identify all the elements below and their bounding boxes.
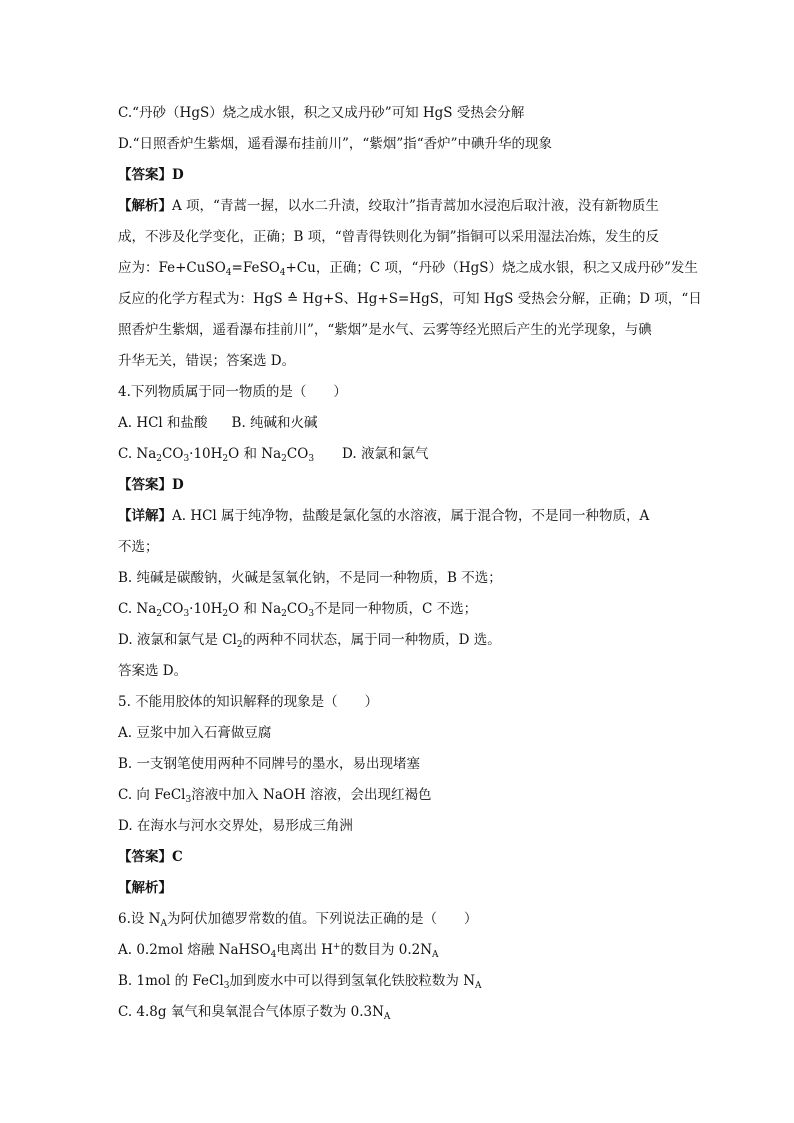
q3-answer bbox=[118, 166, 678, 184]
subscript: 4 bbox=[270, 950, 277, 960]
subscript: 2 bbox=[236, 640, 243, 650]
q3-analysis-text-5: 照香炉生紫烟，遥看瀑布挂前川”，“紫烟”是水气、云雾等经光照后产生的光学现象，与碘 bbox=[118, 322, 652, 338]
formula-part: CO bbox=[162, 601, 184, 617]
q4-option-b: B. 纯碱和火碱 bbox=[231, 415, 318, 431]
q4-detail-text-1: A. HCl 属于纯净物，盐酸是氯化氢的水溶液，属于混合物，不是同一种物质，A bbox=[172, 508, 650, 524]
q5-option-d-text: D. 在海水与河水交界处，易形成三角洲 bbox=[118, 818, 353, 834]
subscript: 3 bbox=[183, 609, 190, 619]
q3-analysis-text-3c: +Cu，正确；C 项，“丹砂（HgS）烧之成水银，积之又成丹砂”发生 bbox=[285, 260, 698, 276]
subscript: A bbox=[475, 981, 482, 991]
q6-stem-text-b: 为阿伏加德罗常数的值。下列说法正确的是（ ） bbox=[166, 911, 478, 927]
formula-part: ·10H bbox=[189, 446, 223, 462]
q3-analysis-text-1: A 项，“青蒿一握，以水二升渍，绞取汁”指青蒿加水浸泡后取汁液，没有新物质生 bbox=[172, 198, 659, 214]
q5-option-b-text: B. 一支钢笔使用两种不同牌号的墨水，易出现堵塞 bbox=[118, 756, 421, 772]
q5-stem-text: 5. 不能用胶体的知识解释的现象是（ ） bbox=[118, 694, 379, 710]
q6-stem-text-a: 6.设 N bbox=[118, 911, 161, 927]
formula-part: O 和 Na bbox=[228, 601, 282, 617]
q6-option-c bbox=[118, 1003, 678, 1021]
formula-part: C. Na bbox=[118, 446, 157, 462]
q5-option-c-text-a: C. 向 FeCl bbox=[118, 787, 186, 803]
q3-analysis-text-2: 成，不涉及化学变化，正确；B 项，“曾青得铁则化为铜”指铜可以采用湿法冶炼，发生的反 bbox=[118, 229, 660, 245]
q4-detail-text-5a: D. 液氯和氯气是 Cl bbox=[118, 632, 237, 648]
q4-answer-text: 【答案】D bbox=[118, 477, 184, 493]
q5-analysis-label: 【解析】 bbox=[118, 880, 172, 896]
q3-analysis-line-1 bbox=[118, 197, 678, 215]
q4-option-c bbox=[118, 446, 314, 462]
q4-detail-line-4 bbox=[118, 600, 678, 618]
subscript: 3 bbox=[183, 454, 190, 464]
q6-option-a-text-a: A. 0.2mol 熔融 NaHSO bbox=[118, 942, 271, 958]
formula-part: ·10H bbox=[189, 601, 223, 617]
q3-analysis-line-2 bbox=[118, 228, 678, 246]
q6-option-a-text-c: 的数目为 0.2N bbox=[340, 942, 433, 958]
subscript: 4 bbox=[279, 268, 286, 278]
subscript: 2 bbox=[281, 609, 287, 619]
q5-option-a-text: A. 豆浆中加入石膏做豆腐 bbox=[118, 725, 272, 741]
q4-option-d: D. 液氯和氯气 bbox=[342, 446, 429, 462]
q5-option-d bbox=[118, 817, 678, 835]
q4-answer bbox=[118, 476, 678, 494]
q3-analysis-label: 【解析】 bbox=[118, 198, 172, 214]
subscript: A bbox=[383, 1012, 391, 1022]
q6-option-a-text-b: 电离出 H bbox=[276, 942, 333, 958]
q6-stem bbox=[118, 910, 678, 928]
q3-option-d-text: D.“日照香炉生紫烟，遥看瀑布挂前川”，“紫烟”指“香炉”中碘升华的现象 bbox=[118, 136, 553, 152]
subscript: 2 bbox=[222, 454, 229, 464]
q5-option-b bbox=[118, 755, 678, 773]
q4-detail-text-3: B. 纯碱是碳酸钠，火碱是氢氧化钠，不是同一种物质，B 不选； bbox=[118, 570, 502, 586]
q4-stem bbox=[118, 383, 678, 401]
q5-analysis bbox=[118, 879, 678, 897]
superscript: + bbox=[332, 942, 341, 952]
q6-option-c-text: C. 4.8g 氧气和臭氧混合气体原子数为 0.3N bbox=[118, 1004, 384, 1020]
q5-option-a bbox=[118, 724, 678, 742]
q4-detail-line-5 bbox=[118, 631, 678, 649]
subscript: 2 bbox=[156, 609, 163, 619]
q4-detail-line-2 bbox=[118, 538, 678, 556]
q6-option-b-text-b: 加到废水中可以得到氢氧化铁胶粒数为 N bbox=[229, 973, 476, 989]
q6-option-b-text-a: B. 1mol 的 FeCl bbox=[118, 973, 224, 989]
q3-analysis-line-6 bbox=[118, 352, 678, 370]
q5-answer-text: 【答案】C bbox=[118, 849, 183, 865]
subscript: 3 bbox=[185, 795, 192, 805]
q3-analysis-text-3b: =FeSO bbox=[231, 260, 280, 276]
q5-option-c bbox=[118, 786, 678, 804]
q5-option-c-text-b: 溶液中加入 NaOH 溶液，会出现红褐色 bbox=[191, 787, 432, 803]
q3-option-c bbox=[118, 104, 678, 122]
q4-detail-label: 【详解】 bbox=[118, 508, 172, 524]
q3-option-c-text: C.“丹砂（HgS）烧之成水银，积之又成丹砂”可知 HgS 受热会分解 bbox=[118, 105, 525, 121]
subscript: A bbox=[160, 919, 167, 929]
q4-final bbox=[118, 662, 678, 680]
q5-answer bbox=[118, 848, 678, 866]
q4-options-ab bbox=[118, 414, 678, 432]
subscript: 2 bbox=[156, 454, 163, 464]
formula-part: CO bbox=[162, 446, 184, 462]
subscript: 2 bbox=[281, 454, 287, 464]
formula-part: C. Na bbox=[118, 601, 157, 617]
q3-analysis-line-5 bbox=[118, 321, 678, 339]
q4-options-cd bbox=[118, 445, 678, 463]
subscript: 3 bbox=[308, 609, 315, 619]
q3-analysis-line-4 bbox=[118, 290, 702, 308]
q3-analysis-text-6: 升华无关，错误；答案选 D。 bbox=[118, 353, 296, 369]
q3-analysis-text-3a: 应为：Fe+CuSO bbox=[118, 260, 226, 276]
q4-detail-line-1 bbox=[118, 507, 678, 525]
q4-detail-text-4: 不是同一种物质，C 不选； bbox=[314, 601, 478, 617]
subscript: 2 bbox=[222, 609, 229, 619]
subscript: A bbox=[432, 950, 439, 960]
q4-detail-text-5b: 的两种不同状态，属于同一种物质，D 选。 bbox=[242, 632, 501, 648]
subscript: 3 bbox=[308, 454, 315, 464]
q4-detail-line-3 bbox=[118, 569, 678, 587]
subscript: 4 bbox=[225, 268, 232, 278]
formula-part: CO bbox=[286, 601, 309, 617]
q4-option-a: A. HCl 和盐酸 bbox=[118, 415, 208, 431]
q4-final-text: 答案选 D。 bbox=[118, 663, 188, 679]
q4-detail-text-2: 不选； bbox=[118, 539, 159, 555]
formula-part: CO bbox=[286, 446, 309, 462]
q3-analysis-line-3 bbox=[118, 259, 698, 278]
q4-stem-text: 4.下列物质属于同一物质的是（ ） bbox=[118, 384, 347, 400]
q6-option-a bbox=[118, 941, 678, 959]
q5-stem bbox=[118, 693, 678, 711]
formula-part: O 和 Na bbox=[228, 446, 282, 462]
q6-option-b bbox=[118, 972, 678, 990]
q3-option-d bbox=[118, 135, 678, 153]
q3-analysis-text-4: 反应的化学方程式为：HgS ≙ Hg+S、Hg+S=HgS，可知 HgS 受热会分解，正确；D 项，“日 bbox=[118, 291, 702, 307]
subscript: 3 bbox=[223, 981, 230, 991]
q3-answer-text: 【答案】D bbox=[118, 167, 184, 183]
